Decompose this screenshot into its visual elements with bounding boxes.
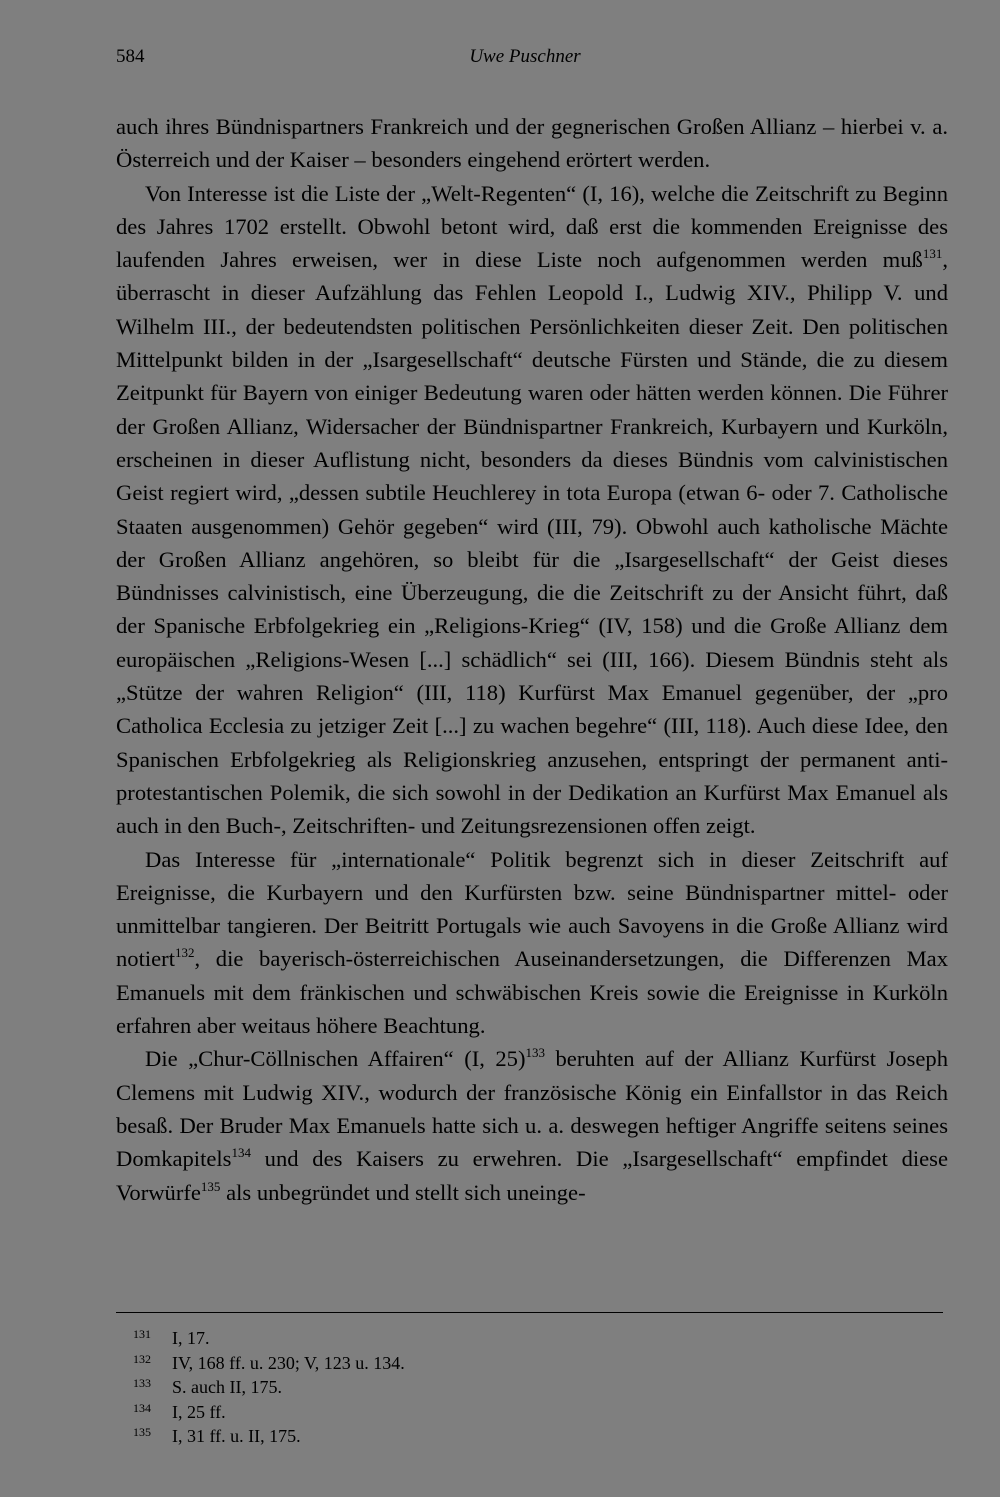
paragraph (116, 843, 948, 1043)
footnote-number: 134 (133, 1400, 151, 1415)
body-text (116, 110, 948, 1209)
page-number: 584 (116, 46, 145, 67)
footnote-text: I, 25 ff. (172, 1401, 226, 1422)
footnote-reference: 133 (525, 1045, 546, 1061)
footnote-reference: 135 (200, 1178, 221, 1194)
footnote-text: IV, 168 ff. u. 230; V, 123 u. 134. (172, 1352, 405, 1373)
footnote (133, 1326, 405, 1351)
footnote-number: 133 (133, 1376, 151, 1390)
paragraph-text: Von Interesse ist die Liste der „Welt-Regenten“ (I, 16), welche die Zeitschrift zu Beginn des Jahres 1702 erstellt. Obwohl betont wird, daß erst die kommenden Ereignisse des laufenden Jahres erweisen, wer in diese Liste noch aufgenommen werden muß (116, 180, 948, 273)
footnote-reference: 131 (922, 246, 943, 262)
paragraph-text: , überrascht in dieser Aufzählung das Fehlen Leopold I., Ludwig XIV., Philipp V. und Wilhelm III., der bedeutendsten politischen Persönlichkeiten dieser Zeit. Den politischen Mittelpunkt bilden in der „Isargesellschaft“ deutsche Fürsten und Stände, die zu diesem Zeitpunkt für Bayern von einiger Bedeutung waren oder hätten werden können. Die Führer der Großen Allianz, Widersacher der Bündnispartner Frankreich, Kurbayern und Kurköln, erscheinen in dieser Auflistung nicht, besonders da dieses Bündnis vom calvinistischen Geist regiert wird, „dessen subtile Heuchlerey in tota Europa (etwan 6- oder 7. Catholische Staaten ausgenommen) Gehör gegeben“ wird (III, 79). Obwohl auch katholische Mächte der Großen Allianz angehören, so bleibt für die „Isargesellschaft“ der Geist dieses Bündnisses calvinistisch, eine Überzeugung, die die Zeitschrift zu der Ansicht führt, daß der Spanische Erbfolgekrieg ein „Religions-Krieg“ (IV, 158) und die Große Allianz dem europäischen „Religions-Wesen [...] schädlich“ sei (III, 166). Diesem Bündnis steht als „Stütze der wahren Religion“ (III, 118) Kurfürst Max Emanuel gegenüber, der „pro Catholica Ecclesia zu jetziger Zeit [...] zu wachen begehre“ (III, 118). Auch diese Idee, den Spanischen Erbfolgekrieg als Religionskrieg anzusehen, entspringt der permanent anti-protestantischen Polemik, die sich sowohl in der Dedikation an Kurfürst Max Emanuel als auch in den Buch-, Zeitschriften- und Zeitungsrezensionen offen zeigt. (116, 247, 948, 839)
footnote-text: I, 17. (172, 1328, 210, 1348)
paragraph-text: als unbegründet und stellt sich uneinge- (220, 1179, 586, 1205)
footnote-text: S. auch II, 175. (172, 1377, 282, 1397)
footnote-reference: 132 (174, 945, 195, 961)
paragraph (116, 1042, 948, 1208)
footnote-number: 132 (133, 1351, 151, 1366)
paragraph-text: , die bayerisch-österreichischen Auseinandersetzungen, die Differenzen Max Emanuels mit dem fränkischen und schwäbischen Kreis sowie die Ereignisse in Kurköln erfahren aber weitaus höhere Beachtung. (116, 946, 948, 1039)
paragraph-text: beruhten auf der Allianz Kurfürst Joseph Clemens mit Ludwig XIV., wodurch der französische König ein Einfallstor in das Reich besaß. Der Bruder Max Emanuels hatte sich u. a. deswegen heftiger Angriffe seitens seines Domkapitels (116, 1046, 948, 1172)
paragraph-text: Die „Chur-Cöllnischen Affairen“ (I, 25) (145, 1046, 526, 1072)
footnote-rule (116, 1312, 943, 1313)
footnotes (133, 1326, 405, 1449)
footnote (133, 1424, 405, 1449)
paragraph-text: Das Interesse für „internationale“ Politik begrenzt sich in dieser Zeitschrift auf Ereignisse, die Kurbayern und den Kurfürsten bzw. seine Bündnispartner mittel- oder unmittelbar tangieren. Der Beitritt Portugals wie auch Savoyens in die Große Allianz wird notiert (116, 846, 948, 972)
footnote-number: 135 (133, 1425, 151, 1439)
running-head: Uwe Puschner (469, 46, 581, 67)
paragraph-text: und des Kaisers zu erwehren. Die „Isargesellschaft“ empfindet diese Vorwürfe (116, 1146, 948, 1205)
footnote-text: I, 31 ff. u. II, 175. (172, 1426, 301, 1446)
footnote (133, 1400, 405, 1425)
footnote-number: 131 (133, 1327, 151, 1341)
paragraph (116, 177, 948, 843)
paragraph-text: auch ihres Bündnispartners Frankreich und der gegnerischen Großen Allianz – hierbei v. a. Österreich und der Kaiser – besonders eingehend erörtert werden. (116, 114, 948, 173)
footnote (133, 1375, 405, 1400)
paragraph (116, 110, 948, 177)
footnote-reference: 134 (231, 1145, 251, 1161)
footnote (133, 1351, 405, 1376)
